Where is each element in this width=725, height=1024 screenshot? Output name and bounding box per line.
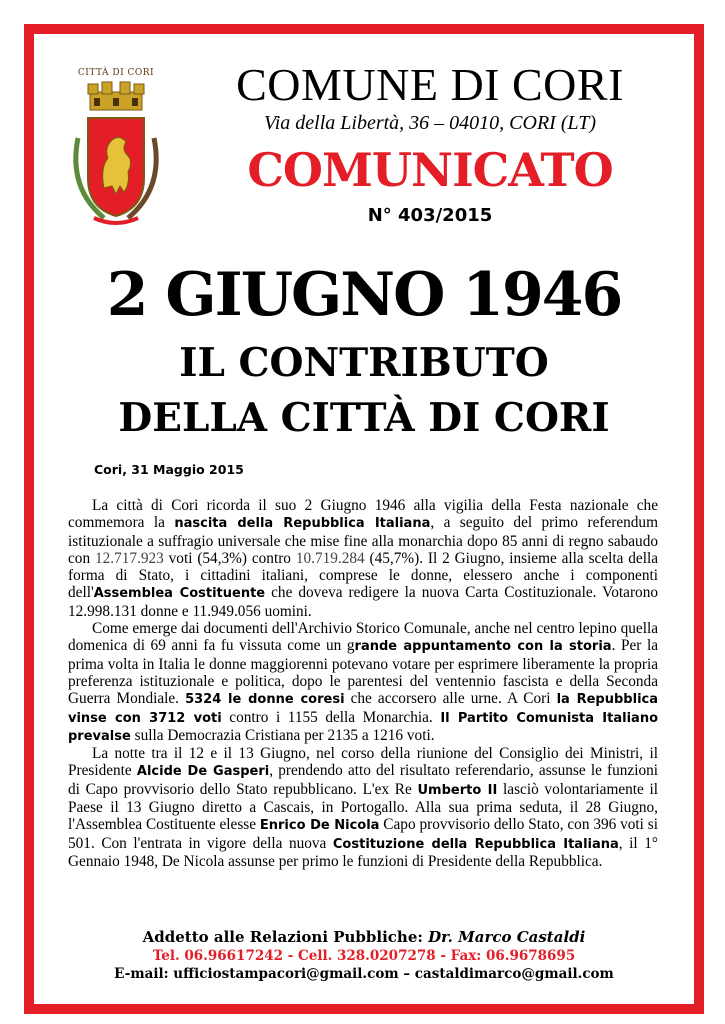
subtitle-line-2: DELLA CITTÀ DI CORI — [118, 395, 610, 441]
bold-text: nascita della Repubblica Italiana — [174, 516, 431, 532]
comunicato-number: N° 403/2015 — [367, 205, 493, 226]
vote-count: 10.719.284 — [295, 549, 365, 567]
comunicato-title: COMUNICATO — [247, 143, 613, 197]
text-run: (45,7%). Il 2 Giugno, insieme alla scelta della forma di Stato, i cittadini italiani, comprese le donne, elessero anche i componenti dell' — [68, 549, 658, 602]
email-line: E-mail: ufficiostampacori@gmail.com – castaldimarco@gmail.com — [114, 966, 614, 982]
coat-of-arms — [64, 68, 168, 230]
headline: 2 GIUGNO 1946 — [106, 260, 622, 330]
text-run: La città di Cori ricorda il suo 2 Giugno 1946 alla vigilia della Festa nazionale che commemora la — [68, 497, 658, 532]
text-run: , a seguito del primo referendum istituzionale a suffragio universale che mise fine alla monarchia dopo 85 anni di regno sabaudo con — [68, 514, 658, 567]
bold-text: rande appuntamento con la storia — [354, 639, 612, 655]
bold-text: 5324 le donne coresi — [185, 692, 345, 708]
bold-text: la Repubblica vinse con 3712 voti — [68, 692, 658, 726]
text-run: La notte tra il 12 e il 13 Giugno, nel corso della riunione del Consiglio dei Ministri, il Presidente — [68, 745, 658, 780]
text-run: voti (54,3%) contro — [163, 549, 296, 567]
text-run: che accorsero alle urne. A Cori — [344, 690, 557, 708]
text-run: , prendendo atto del risultato referendario, assunse le funzioni di Capo provvisorio dello Stato repubblicano. L'ex Re — [68, 762, 659, 798]
bold-text: Enrico De Nicola — [259, 818, 380, 834]
comune-title: COMUNE DI CORI — [236, 59, 624, 110]
bold-text: Alcide De Gasperi — [136, 764, 270, 780]
text-run: . Per la prima volta in Italia le donne maggiorenni potevano votare per esprimere liberamente la propria preferenza istituzionale e politica, dopo le parentesi del ventennio fascista e della Seconda Guerra Mondiale. — [68, 637, 659, 708]
bold-text: Assemblea Costituente — [93, 586, 266, 602]
text-run: che doveva redigere la nuova Carta Costituzionale. Votarono 12.998.131 donne e 11.949.056 uomini. — [68, 584, 658, 620]
text-run: Capo provvisorio dello Stato, con 396 voti si 501. Con l'entrata in vigore della nuova — [68, 816, 658, 852]
bold-text: Il Partito Comunista Italiano prevalse — [68, 710, 659, 744]
press-officer-line — [34, 928, 694, 946]
paragraph-2 — [68, 620, 658, 745]
paragraph-1 — [68, 497, 658, 620]
bold-text: Costituzione della Repubblica Italiana — [332, 836, 619, 852]
paragraph-3 — [68, 745, 658, 870]
text-run: Come emerge dai documenti dell'Archivio Storico Comunale, anche nel centro lepino quella domenica di 69 anni fa fu vissuta come un g — [68, 620, 658, 655]
text-run: , il 1° Gennaio 1948, De Nicola assunse per primo le funzioni di Presidente della Repubblica. — [68, 834, 658, 870]
subtitle-line-1: IL CONTRIBUTO — [179, 340, 549, 386]
article-body — [68, 497, 658, 870]
text-run: sulla Democrazia Cristiana per 2135 a 1216 voti. — [130, 726, 435, 744]
bold-text: Umberto II — [417, 782, 498, 798]
phone-line: Tel. 06.96617242 - Cell. 328.0207278 - Fax: 06.9678695 — [152, 948, 576, 964]
address: Via della Libertà, 36 – 04010, CORI (LT) — [263, 112, 596, 134]
crest-icon — [64, 68, 168, 230]
press-officer-label: Addetto alle Relazioni Pubbliche: — [142, 928, 429, 946]
press-officer-name: Dr. Marco Castaldi — [428, 928, 586, 946]
dateline: Cori, 31 Maggio 2015 — [94, 462, 244, 477]
crest-caption: CITTÀ DI CORI — [77, 68, 155, 78]
vote-count: 12.717.923 — [94, 549, 164, 567]
text-run: lasciò volontariamente il Paese il 13 Giugno diretto a Cascais, in Portogallo. Alla sua prima seduta, il 28 Giugno, l'Assemblea Costituente elesse — [68, 780, 659, 834]
text-run: contro i 1155 della Monarchia. — [221, 708, 441, 726]
